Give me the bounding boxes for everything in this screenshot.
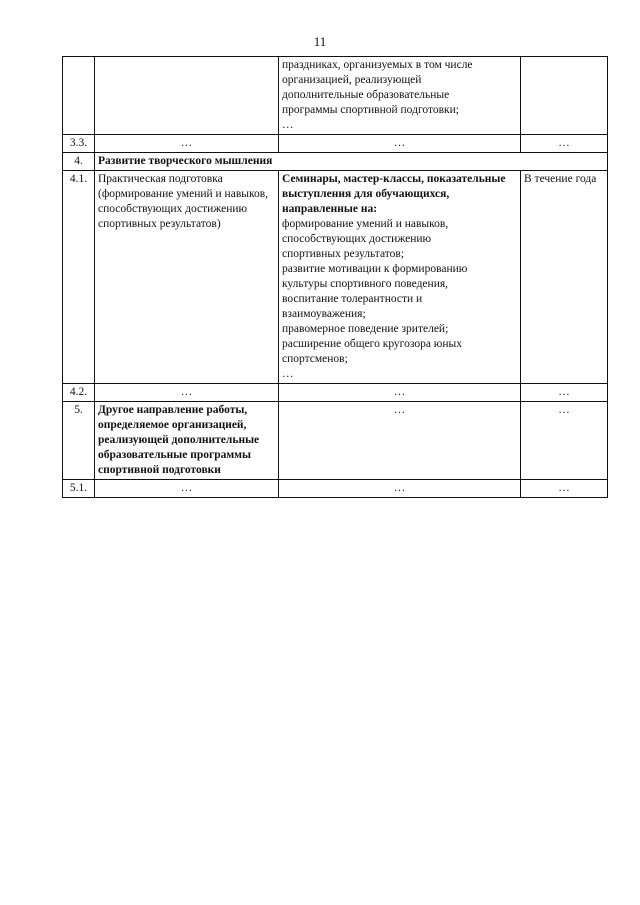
text-line: формирование умений и навыков, — [282, 218, 449, 230]
text-line: воспитание толерантности и — [282, 293, 423, 305]
content-cell: Другое направление работы, определяемое организацией, реализующей дополнительные образовательные программы спортивной подготовки — [95, 402, 279, 480]
timing-cell: … — [521, 384, 608, 402]
table-row — [63, 384, 608, 402]
text-line: дополнительные образовательные — [282, 89, 450, 101]
text-line: … — [282, 119, 294, 131]
row-number-cell — [63, 57, 95, 135]
section-heading-row — [63, 153, 608, 171]
content-cell: … — [95, 135, 279, 153]
text-line: развитие мотивации к формированию — [282, 263, 468, 275]
text-line: … — [282, 368, 294, 380]
table-row — [63, 171, 608, 384]
text-line: взаимоуважения; — [282, 308, 366, 320]
row-number-cell: 4.2. — [63, 384, 95, 402]
row-number-cell: 5. — [63, 402, 95, 480]
text-line: способствующих достижению — [282, 233, 432, 245]
content-cell: … — [95, 480, 279, 498]
events-cell: … — [279, 402, 521, 480]
page-number: 11 — [313, 34, 327, 49]
text-line: спортсменов; — [282, 353, 348, 365]
events-table — [62, 56, 608, 498]
text-line: расширение общего кругозора юных — [282, 338, 463, 350]
table-row — [63, 402, 608, 480]
table-row — [63, 480, 608, 498]
timing-cell — [521, 57, 608, 135]
events-cell: … — [279, 135, 521, 153]
timing-cell: … — [521, 135, 608, 153]
timing-cell: … — [521, 402, 608, 480]
text-line: спортивных результатов; — [282, 248, 405, 260]
row-number-cell: 3.3. — [63, 135, 95, 153]
content-cell: Практическая подготовка (формирование умений и навыков, способствующих достижению спортивных результатов) — [95, 171, 279, 384]
content-cell: … — [95, 384, 279, 402]
table-row — [63, 135, 608, 153]
events-cell — [279, 57, 521, 135]
row-number-cell: 4.1. — [63, 171, 95, 384]
table-row — [63, 57, 608, 135]
events-cell — [279, 171, 521, 384]
events-lead-text: Семинары, мастер-классы, показательные выступления для обучающихся, направленные на: — [282, 173, 506, 215]
text-line: организацией, реализующей — [282, 74, 422, 86]
section-heading: Развитие творческого мышления — [95, 153, 608, 171]
text-line: программы спортивной подготовки; — [282, 104, 459, 116]
row-number-cell: 5.1. — [63, 480, 95, 498]
events-cell: … — [279, 384, 521, 402]
timing-cell: В течение года — [521, 171, 608, 384]
text-line: правомерное поведение зрителей; — [282, 323, 449, 335]
row-number-cell: 4. — [63, 153, 95, 171]
content-cell — [95, 57, 279, 135]
events-cell: … — [279, 480, 521, 498]
text-line: праздниках, организуемых в том числе — [282, 59, 473, 71]
timing-cell: … — [521, 480, 608, 498]
text-line: культуры спортивного поведения, — [282, 278, 449, 290]
